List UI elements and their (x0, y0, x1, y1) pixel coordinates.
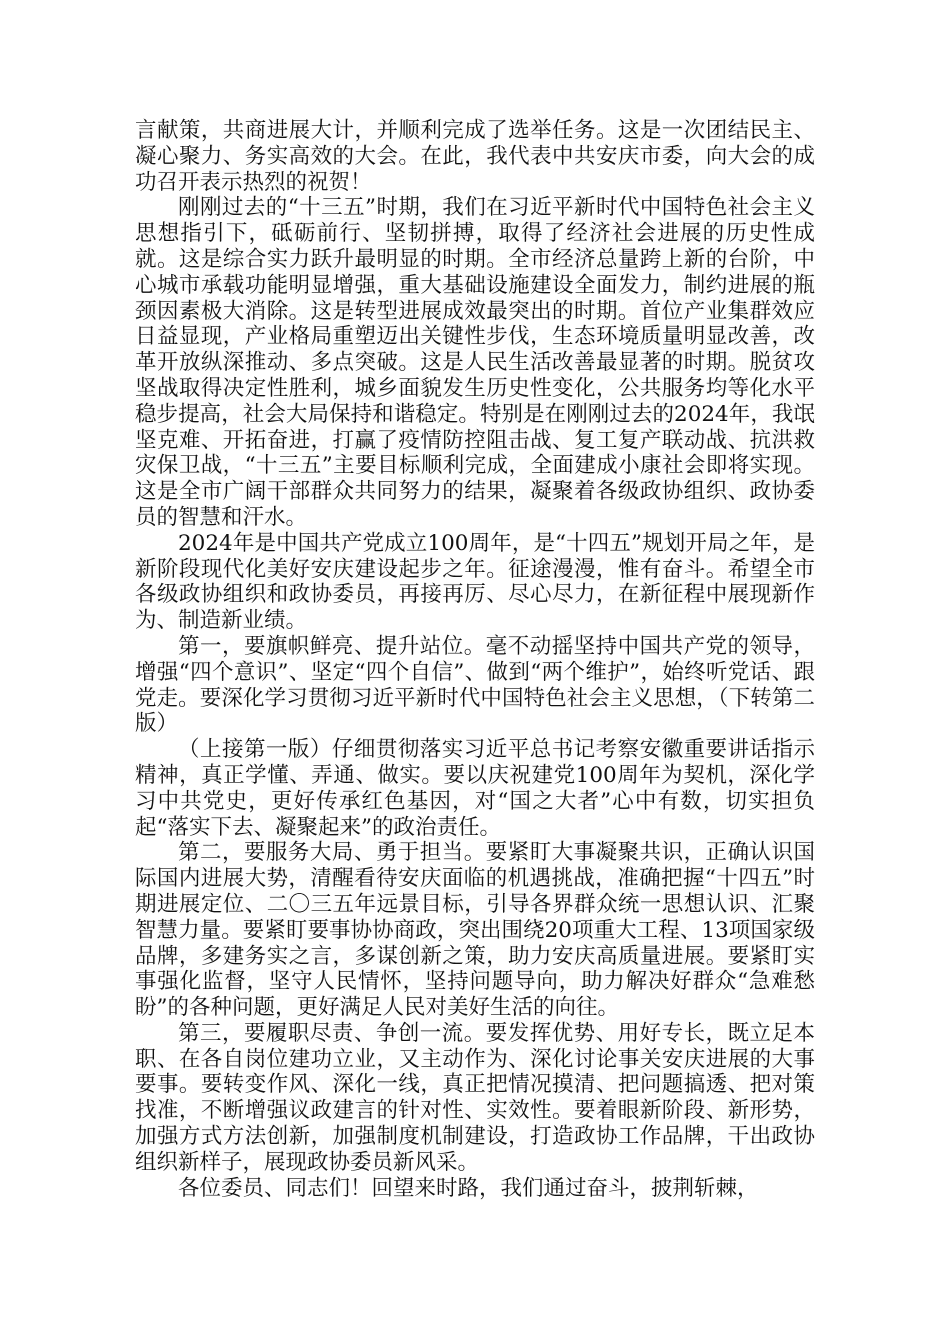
paragraph-4: 第一，要旗帜鲜亮、提升站位。毫不动摇坚持中国共产党的领导，增强“四个意识”、坚定“四个自信”、做到“两个维护”，始终听党话、跟党走。要深化学习贯彻习近平新时代中国特色社会主义思想，（下转第二版） (135, 633, 815, 737)
paragraph-2: 刚刚过去的“十三五”时期，我们在习近平新时代中国特色社会主义思想指引下，砥砺前行、坚韧拼搏，取得了经济社会进展的历史性成就。这是综合实力跃升最明显的时期。全市经济总量跨上新的台阶，中心城市承载功能明显增强，重大基础设施建设全面发力，制约进展的瓶颈因素极大消除。这是转型进展成效最突出的时期。首位产业集群效应日益显现，产业格局重塑迈出关键性步伐，生态环境质量明显改善，改革开放纵深推动、多点突破。这是人民生活改善最显著的时期。脱贫攻坚战取得决定性胜利，城乡面貌发生历史性变化，公共服务均等化水平稳步提高，社会大局保持和谐稳定。特别是在刚刚过去的2024年，我氓坚克难、开拓奋进，打赢了疫情防控阻击战、复工复产联动战、抗洪救灾保卫战，“十三五”主要目标顺利完成，全面建成小康社会即将实现。这是全市广阔干部群众共同努力的结果，凝聚着各级政协组织、政协委员的智慧和汗水。 (135, 195, 815, 530)
document-page (135, 118, 815, 1201)
paragraph-5: （上接第一版）仔细贯彻落实习近平总书记考察安徽重要讲话指示精神，真正学懂、弄通、做实。要以庆祝建党100周年为契机，深化学习中共党史，更好传承红色基因，对“国之大者”心中有数，切实担负起“落实下去、凝聚起来”的政治责任。 (135, 737, 815, 840)
paragraph-6: 第二，要服务大局、勇于担当。要紧盯大事凝聚共识，正确认识国际国内进展大势，清醒看待安庆面临的机遇挑战，准确把握“十四五”时期进展定位、二〇三五年远景目标，引导各界群众统一思想认识、汇聚智慧力量。要紧盯要事协协商政，突出围绕20项重大工程、13项国家级品牌，多建务实之言，多谋创新之策，助力安庆高质量进展。要紧盯实事强化监督，坚守人民情怀，坚持问题导向，助力解决好群众“急难愁盼”的各种问题，更好满足人民对美好生活的向往。 (135, 840, 815, 1021)
paragraph-7: 第三，要履职尽责、争创一流。要发挥优势、用好专长，既立足本职、在各自岗位建功立业，又主动作为、深化讨论事关安庆进展的大事要事。要转变作风、深化一线，真正把情况摸清、把问题搞透、把对策找准，不断增强议政建言的针对性、实效性。要着眼新阶段、新形势，加强方式方法创新，加强制度机制建设，打造政协工作品牌，干出政协组织新样子，展现政协委员新风采。 (135, 1020, 815, 1175)
paragraph-8: 各位委员、同志们！回望来时路，我们通过奋斗，披荆斩棘， (178, 1175, 759, 1201)
paragraph-1: 言献策，共商进展大计，并顺利完成了选举任务。这是一次团结民主、凝心聚力、务实高效的大会。在此，我代表中共安庆市委，向大会的成功召开表示热烈的祝贺！ (135, 118, 815, 195)
paragraph-3: 2024年是中国共产党成立100周年，是“十四五”规划开局之年，是新阶段现代化美好安庆建设起步之年。征途漫漫，惟有奋斗。希望全市各级政协组织和政协委员，再接再厉、尽心尽力，在新征程中展现新作为、制造新业绩。 (135, 530, 815, 634)
